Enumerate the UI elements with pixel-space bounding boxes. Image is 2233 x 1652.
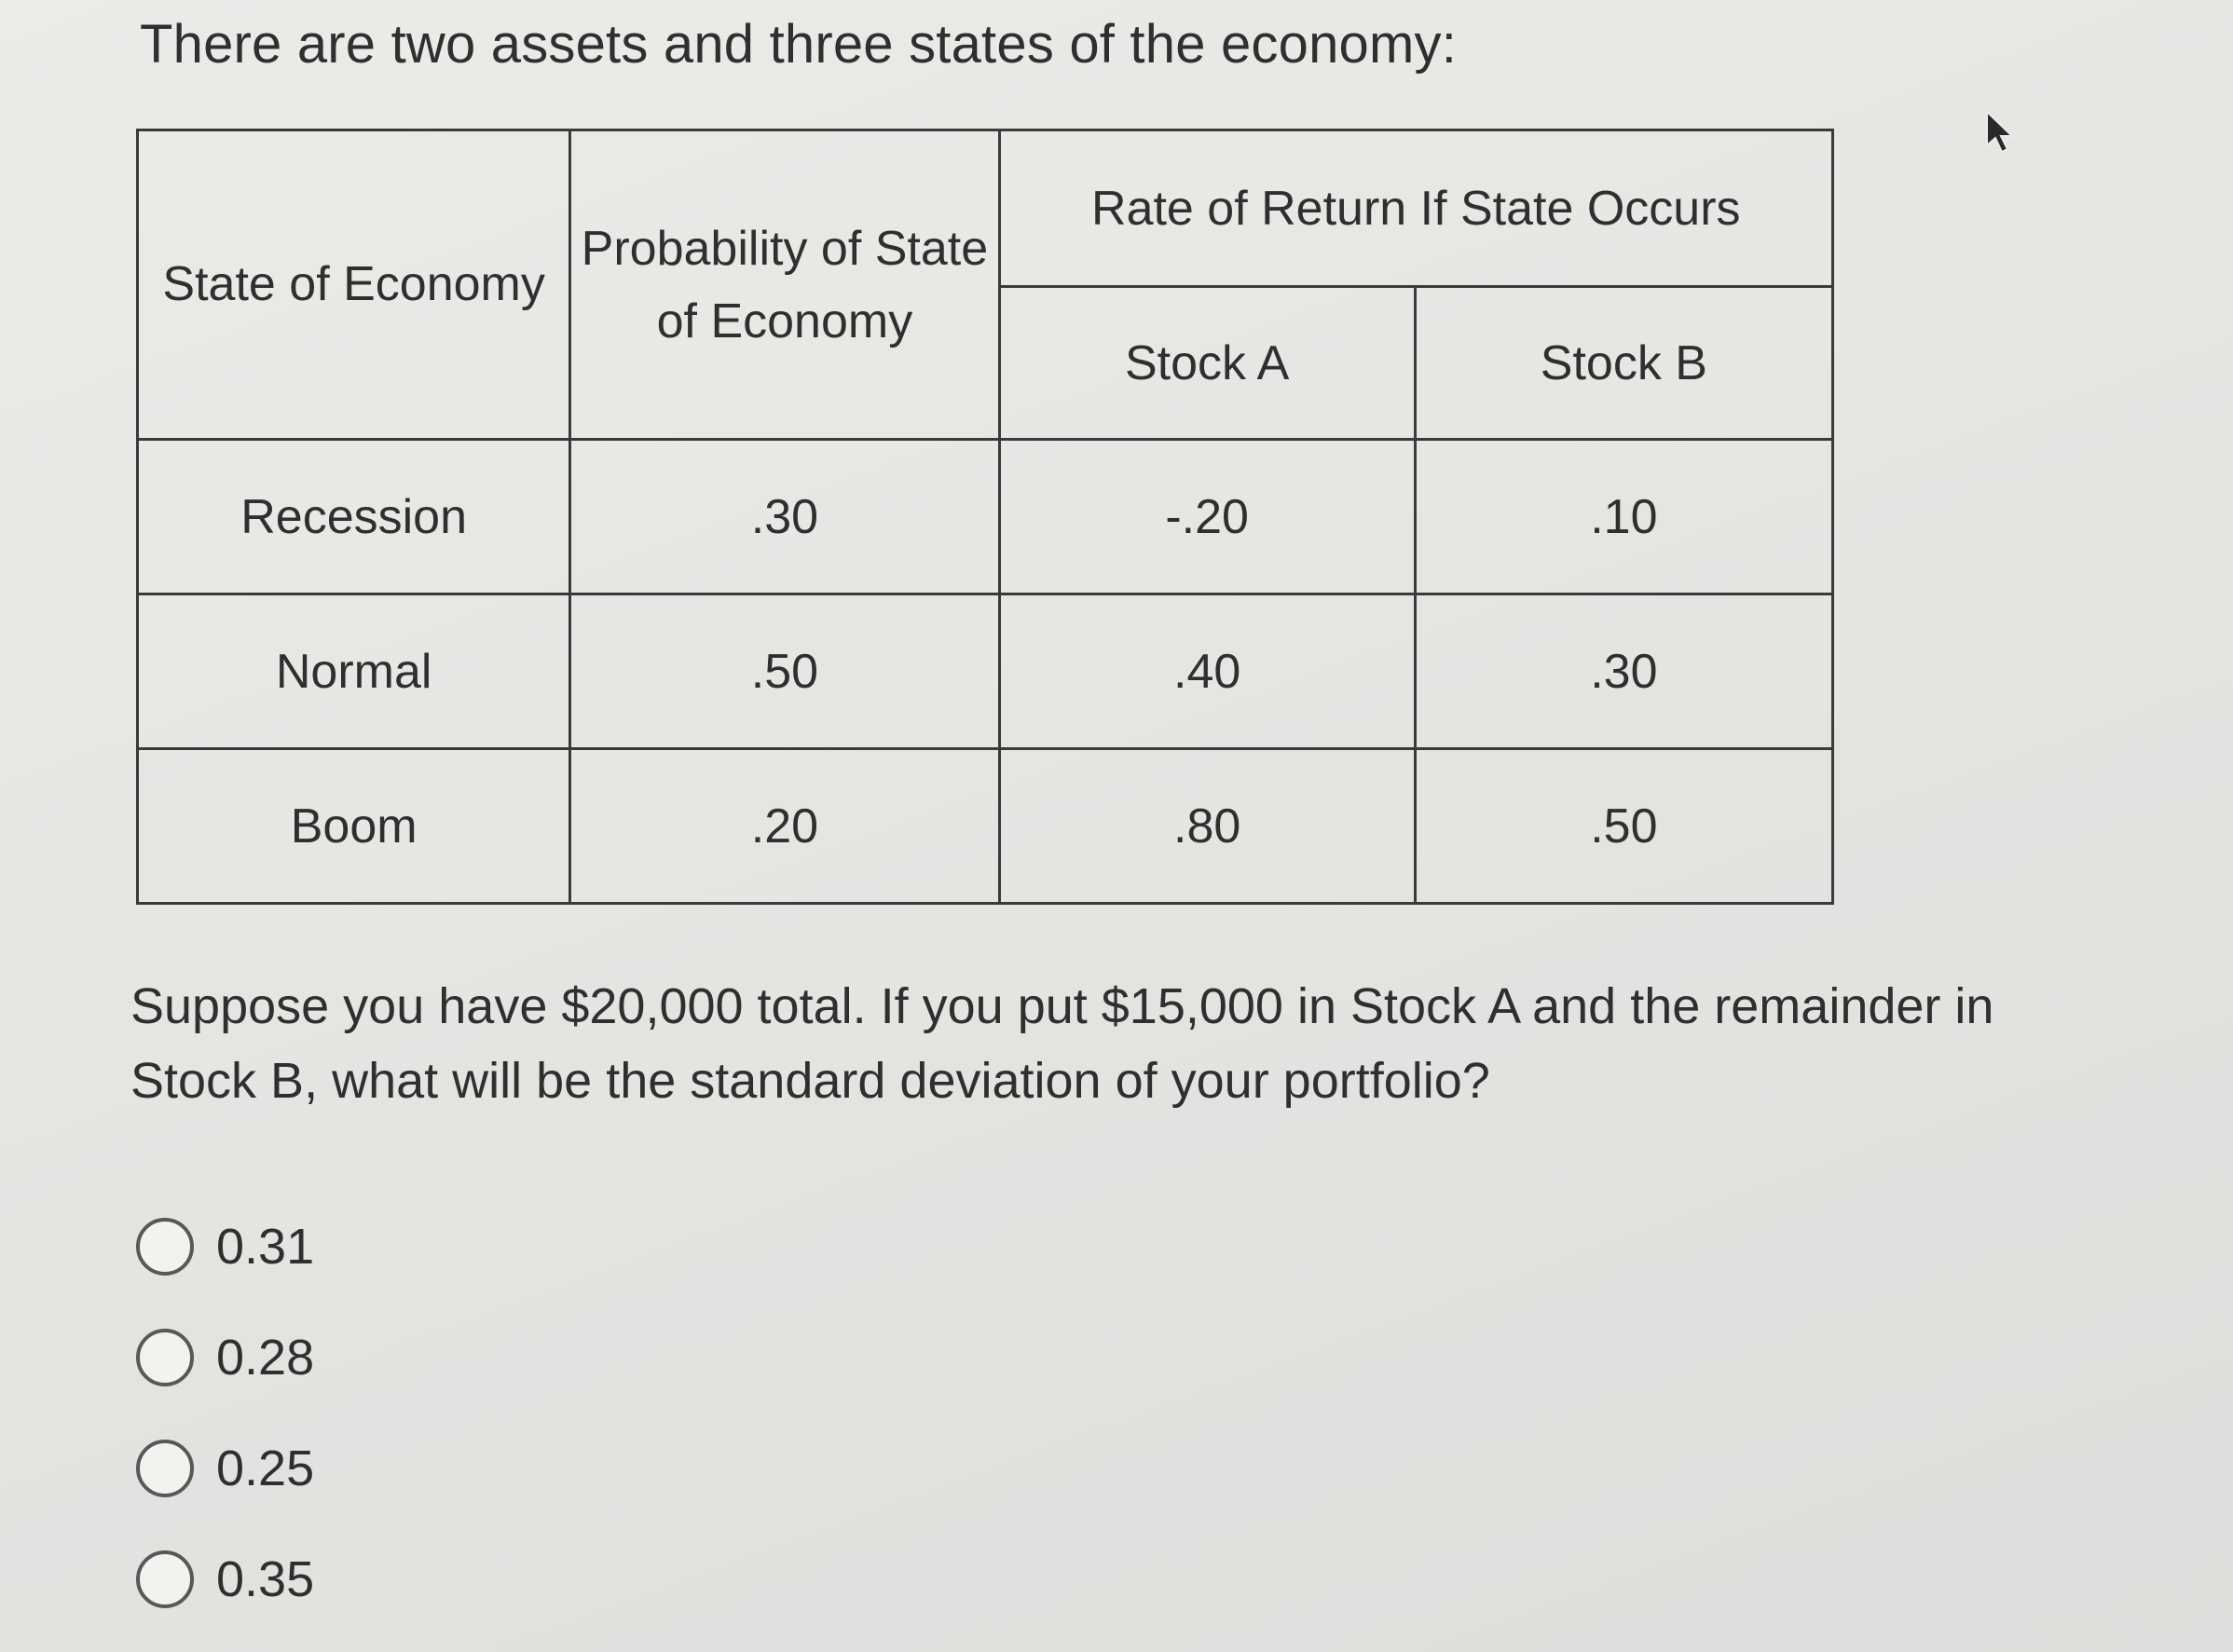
cell-probability: .50: [570, 594, 999, 749]
cell-state: Recession: [138, 440, 570, 594]
header-probability: Probability of State of Economy: [570, 130, 999, 440]
table-row: [138, 440, 1833, 594]
table-row: [138, 594, 1833, 749]
cell-state: Boom: [138, 749, 570, 904]
cell-stock-a: .80: [999, 749, 1415, 904]
answer-option-label: 0.28: [216, 1329, 315, 1386]
radio-button[interactable]: [136, 1329, 194, 1386]
table-header-row: [138, 130, 1833, 287]
radio-button[interactable]: [136, 1218, 194, 1276]
answer-option[interactable]: [136, 1413, 314, 1523]
header-stock-b: Stock B: [1415, 287, 1832, 440]
table-row: [138, 749, 1833, 904]
header-stock-a: Stock A: [999, 287, 1415, 440]
mouse-cursor-icon: [1983, 110, 2017, 155]
answer-option[interactable]: [136, 1302, 314, 1413]
cell-stock-a: -.20: [999, 440, 1415, 594]
intro-text: There are two assets and three states of the economy:: [140, 14, 1458, 75]
answer-options: [136, 1191, 314, 1634]
cell-stock-b: .30: [1415, 594, 1832, 749]
cell-stock-a: .40: [999, 594, 1415, 749]
answer-option-label: 0.35: [216, 1550, 315, 1607]
answer-option[interactable]: [136, 1191, 314, 1302]
answer-option[interactable]: [136, 1523, 314, 1634]
radio-button[interactable]: [136, 1550, 194, 1608]
radio-button[interactable]: [136, 1440, 194, 1497]
cell-probability: .20: [570, 749, 999, 904]
header-rate-of-return: Rate of Return If State Occurs: [999, 130, 1832, 287]
header-state-of-economy: State of Economy: [138, 130, 570, 440]
question-text: Suppose you have $20,000 total. If you put $15,000 in Stock A and the remainder in Stock B, what will be the standard deviation of your portfolio?: [130, 978, 1994, 1109]
cell-stock-b: .10: [1415, 440, 1832, 594]
cell-probability: .30: [570, 440, 999, 594]
returns-table: [136, 129, 1834, 905]
answer-option-label: 0.25: [216, 1440, 315, 1496]
answer-option-label: 0.31: [216, 1218, 315, 1275]
cell-stock-b: .50: [1415, 749, 1832, 904]
cell-state: Normal: [138, 594, 570, 749]
